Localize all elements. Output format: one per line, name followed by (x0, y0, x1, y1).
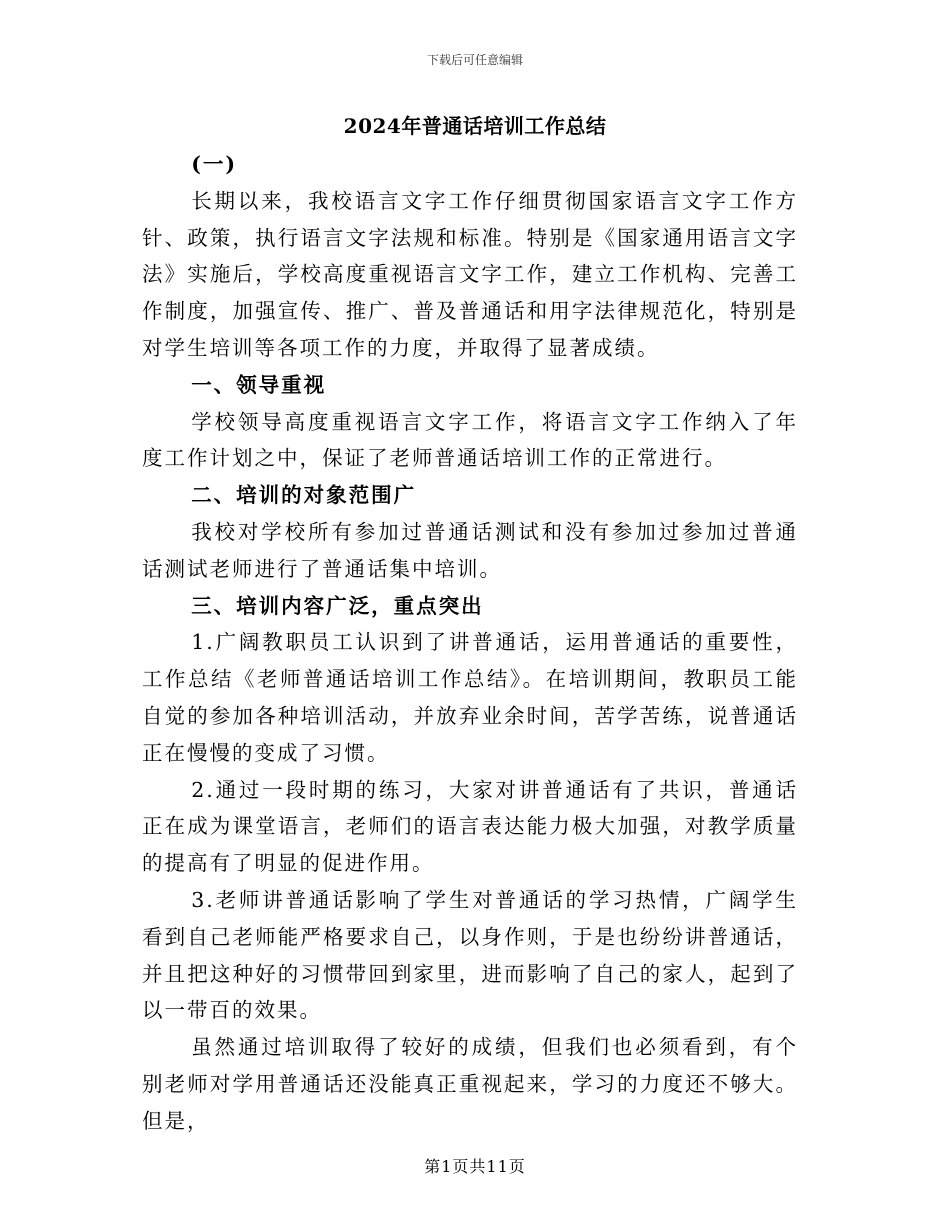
body-paragraph: 我校对学校所有参加过普通话测试和没有参加过参加过普通话测试老师进行了普通话集中培训。 (142, 519, 798, 581)
header-note: 下载后可任意编辑 (426, 53, 523, 67)
body-paragraph: 学校领导高度重视语言文字工作，将语言文字工作纳入了年度工作计划之中，保证了老师普通话培训工作的正常进行。 (142, 409, 798, 471)
list-item: 2.通过一段时期的练习，大家对讲普通话有了共识，普通话正在成为课堂语言，老师们的语言表达能力极大加强，对教学质量的提高有了明显的促进作用。 (142, 777, 798, 876)
page-number: 第1页共11页 (424, 1157, 526, 1176)
body-paragraph: 长期以来，我校语言文字工作仔细贯彻国家语言文字工作方针、政策，执行语言文字法规和标准。特别是《国家通用语言文字法》实施后，学校高度重视语言文字工作，建立工作机构、完善工作制度，加强宣传、推广、普及普通话和用字法律规范化，特别是对学生培训等各项工作的力度，并取得了显著成绩。 (142, 188, 798, 360)
section-heading: 一、领导重视 (191, 372, 327, 397)
section-heading: 三、培训内容广泛，重点突出 (191, 593, 484, 618)
list-item: 1.广阔教职员工认识到了讲普通话，运用普通话的重要性，工作总结《老师普通话培训工作总结》。在培训期间，教职员工能自觉的参加各种培训活动，并放弃业余时间，苦学苦练，说普通话正在慢慢的变成了习惯。 (142, 630, 798, 765)
list-item: 3.老师讲普通话影响了学生对普通话的学习热情，广阔学生看到自己老师能严格要求自己，以身作则，于是也纷纷讲普通话，并且把这种好的习惯带回到家里，进而影响了自己的家人，起到了以一带百的效果。 (142, 887, 798, 1023)
document-title: 2024年普通话培训工作总结 (343, 114, 607, 138)
body-paragraph: 虽然通过培训取得了较好的成绩，但我们也必须看到，有个别老师对学用普通话还没能真正重视起来，学习的力度还不够大。但是， (142, 1035, 798, 1133)
section-heading: 二、培训的对象范围广 (191, 483, 417, 508)
document-body (142, 146, 798, 1140)
section-number: (一) (191, 152, 238, 176)
